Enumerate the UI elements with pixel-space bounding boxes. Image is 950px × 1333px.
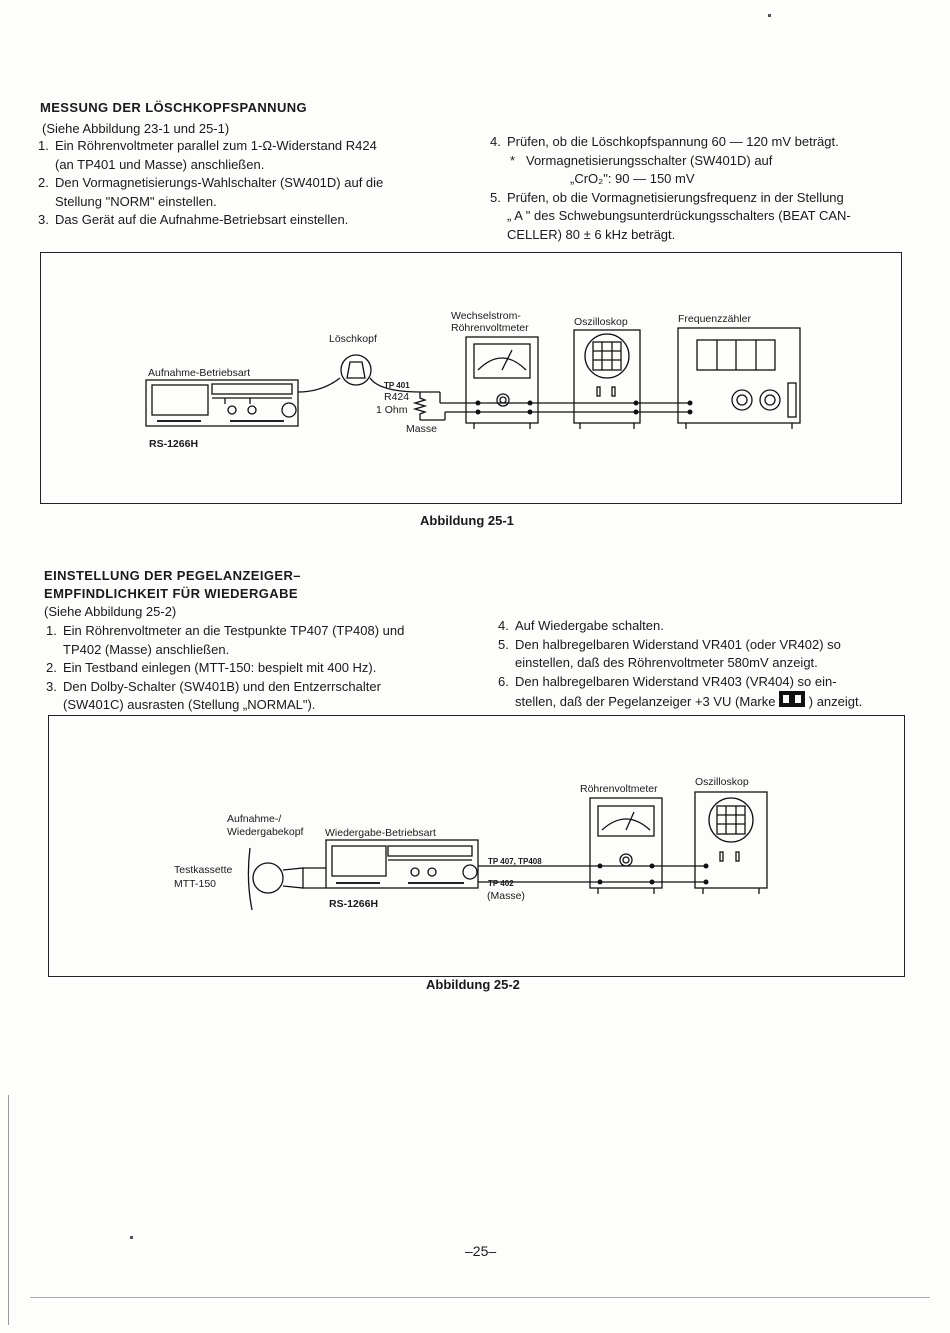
page-number: –25–	[465, 1243, 497, 1259]
label-ground-25-1: Masse	[406, 423, 437, 435]
scan-bottom-line	[30, 1297, 930, 1298]
step-5: 5. Den halbregelbaren Widerstand VR401 (oder VR402) so einstellen, daß des Röhrenvoltmeter 580mV anzeigt.	[498, 636, 841, 670]
label-model-25-2: RS-1266H	[329, 898, 379, 910]
figure-25-1-caption: Abbildung 25-1	[420, 513, 514, 528]
label-oscilloscope-25-1: Oszilloskop	[574, 316, 628, 328]
scan-edge-line	[8, 1095, 9, 1325]
section1-reference: (Siehe Abbildung 23-1 und 25-1)	[42, 121, 230, 136]
step-3: 3. Den Dolby-Schalter (SW401B) und den Entzerrschalter (SW401C) ausrasten (Stellung „NORMAL").	[46, 678, 381, 712]
label-vtvm-25-2: Röhrenvoltmeter	[580, 783, 658, 795]
step-2: 2. Den Vormagnetisierungs-Wahlschalter (SW401D) auf die Stellung "NORM" einstellen.	[38, 175, 384, 209]
section1-heading: MESSUNG DER LÖSCHKOPFSPANNUNG	[40, 100, 308, 115]
label-ground-25-2: (Masse)	[487, 890, 525, 902]
label-1-ohm: 1 Ohm	[376, 404, 408, 416]
tape-deck-25-1	[146, 380, 298, 426]
label-oscilloscope-25-2: Oszilloskop	[695, 776, 749, 788]
step-note: * Vormagnetisierungsschalter (SW401D) auf „CrO₂": 90 — 150 mV	[510, 152, 773, 186]
label-tp401: TP 401	[384, 381, 410, 390]
step-4: 4. Prüfen, ob die Löschkopfspannung 60 — 120 mV beträgt.	[490, 134, 839, 149]
section2-heading-line2: EMPFINDLICHKEIT FÜR WIEDERGABE	[44, 586, 298, 601]
label-ac-vtvm: Wechselstrom- Röhrenvoltmeter	[451, 310, 529, 334]
label-model-25-1: RS-1266H	[149, 438, 199, 450]
section2-steps-left	[46, 622, 466, 715]
step-5: 5. Prüfen, ob die Vormagnetisierungsfrequenz in der Stellung „ A " des Schwebungsunterdrückungsschalters (BEAT CAN- CELLER) 80 ± 6 kHz beträgt.	[490, 189, 851, 242]
vu-mark-icon	[779, 691, 805, 707]
section2-heading-line1: EINSTELLUNG DER PEGELANZEIGER–	[44, 568, 301, 583]
step-4: 4. Auf Wiedergabe schalten.	[498, 618, 664, 633]
step-2: 2. Ein Testband einlegen (MTT-150: bespielt mit 400 Hz).	[46, 660, 377, 675]
label-tp402: TP 402	[488, 879, 514, 888]
label-frequency-counter: Frequenzzähler	[678, 313, 751, 325]
scan-speck	[130, 1236, 133, 1239]
section2-reference: (Siehe Abbildung 25-2)	[44, 604, 177, 619]
scan-speck	[768, 14, 771, 17]
label-erase-head: Löschkopf	[329, 333, 377, 345]
label-r424: R424	[384, 391, 410, 403]
step-1: 1. Ein Röhrenvoltmeter an die Testpunkte TP407 (TP408) und TP402 (Masse) anschließen.	[46, 623, 405, 657]
step-3: 3. Das Gerät auf die Aufnahme-Betriebsart einstellen.	[38, 212, 349, 227]
frequency-counter-25-1	[678, 328, 800, 429]
step-1: 1. Ein Röhrenvoltmeter parallel zum 1-Ω-Widerstand R424 (an TP401 und Masse) anschließen.	[38, 138, 377, 172]
vtvm-25-1	[466, 337, 538, 429]
label-playback-mode: Wiedergabe-Betriebsart	[325, 827, 436, 839]
section2-steps-right	[498, 617, 918, 712]
label-tp407-tp408: TP 407, TP408	[488, 857, 542, 866]
label-test-cassette: Testkassette	[174, 864, 233, 876]
step-6: 6. Den halbregelbaren Widerstand VR403 (VR404) so ein- stellen, daß der Pegelanzeiger +3 VU (Marke ) anzeigt.	[498, 673, 863, 709]
figure-25-2-caption: Abbildung 25-2	[426, 977, 520, 992]
label-cassette-model: MTT-150	[174, 878, 217, 890]
figure-25-2-frame	[48, 715, 905, 977]
label-record-mode: Aufnahme-Betriebsart	[148, 367, 251, 379]
label-record-playback-head: Aufnahme-/ Wiedergabekopf	[227, 813, 304, 838]
oscilloscope-25-1	[574, 330, 640, 429]
